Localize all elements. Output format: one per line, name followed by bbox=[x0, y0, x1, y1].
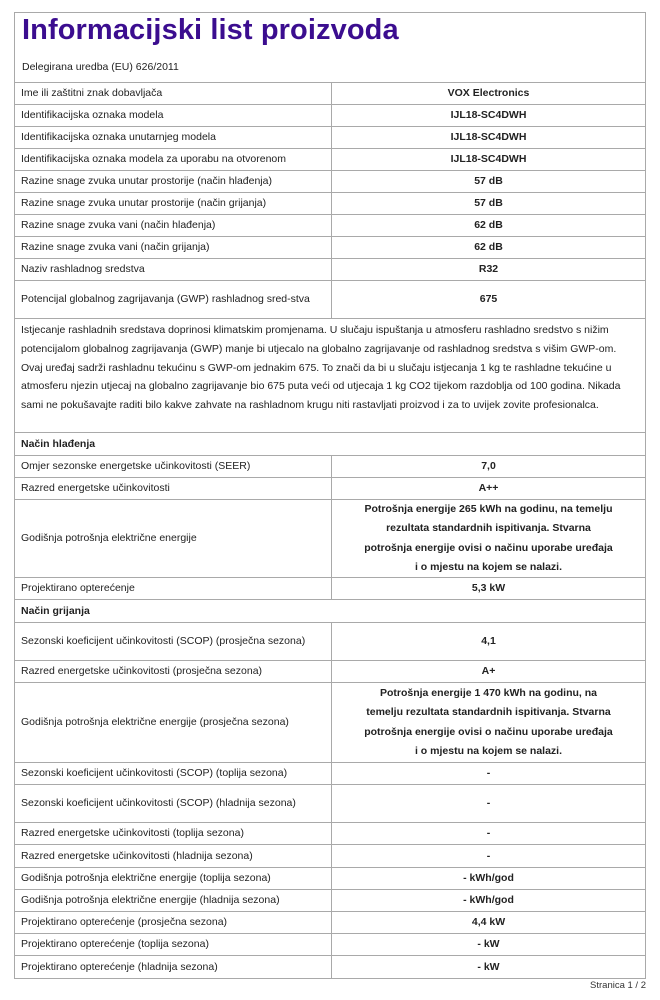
table-row-seer bbox=[15, 456, 645, 478]
row-label: Projektirano opterećenje (hladnija sezona) bbox=[15, 956, 332, 978]
row-label: Razine snage zvuka unutar prostorije (način grijanja) bbox=[15, 193, 332, 214]
table-row-outdoor-noise-cooling bbox=[15, 215, 645, 237]
table-row-scop-colder bbox=[15, 785, 645, 823]
row-label: Projektirano opterećenje (toplija sezona) bbox=[15, 934, 332, 955]
table-row-indoor-noise-cooling bbox=[15, 171, 645, 193]
row-label: Sezonski koeficijent učinkovitosti (SCOP) (hladnija sezona) bbox=[15, 785, 332, 822]
row-value: R32 bbox=[478, 263, 499, 275]
row-value: Potrošnja energije 1 470 kWh na godinu, na temelju rezultata standardnih ispitivanja. Stvarna potrošnja energije ovisi o načinu uporabe uređaja i o mjestu na kojem se nalazi. bbox=[364, 686, 613, 757]
section-heading: Način grijanja bbox=[21, 605, 90, 617]
row-value: Potrošnja energije 265 kWh na godinu, na temelju rezultata standardnih ispitivanja. Stvarna potrošnja energije ovisi o načinu uporabe uređaja i o mjestu na kojem se nalazi. bbox=[364, 502, 613, 573]
section-heading: Način hlađenja bbox=[21, 438, 96, 450]
product-information-sheet bbox=[14, 12, 646, 979]
row-value: - bbox=[486, 849, 491, 862]
table-row-energy-class-colder bbox=[15, 845, 645, 868]
row-value: 62 dB bbox=[474, 241, 503, 253]
row-label: Godišnja potrošnja električne energije bbox=[15, 500, 332, 577]
table-row-design-load-colder bbox=[15, 956, 645, 978]
row-value: 62 dB bbox=[474, 219, 503, 231]
row-label: Naziv rashladnog sredstva bbox=[15, 259, 332, 280]
table-row-cooling-annual-consumption bbox=[15, 500, 645, 578]
row-label: Godišnja potrošnja električne energije (hladnija sezona) bbox=[15, 890, 332, 911]
row-value: 675 bbox=[479, 293, 498, 305]
row-value: VOX Electronics bbox=[447, 87, 530, 99]
row-value: - kWh/god bbox=[463, 894, 514, 906]
table-row-energy-class-warmer bbox=[15, 823, 645, 845]
table-row-cooling-energy-class bbox=[15, 478, 645, 500]
table-row-annual-consumption-warmer bbox=[15, 868, 645, 890]
row-label: Razine snage zvuka vani (način grijanja) bbox=[15, 237, 332, 258]
row-value: 57 dB bbox=[474, 175, 503, 187]
row-value: 4,4 kW bbox=[471, 916, 506, 928]
table-row-scop-average bbox=[15, 623, 645, 661]
row-label: Projektirano opterećenje bbox=[15, 578, 332, 599]
row-label: Razred energetske učinkovitosti (prosječna sezona) bbox=[15, 661, 332, 682]
row-value: - kW bbox=[477, 938, 500, 950]
row-value: - kWh/god bbox=[463, 872, 514, 884]
page-title: Informacijski list proizvoda bbox=[22, 14, 399, 46]
row-label: Identifikacijska oznaka unutarnjeg modela bbox=[15, 127, 332, 148]
row-label: Ime ili zaštitni znak dobavljača bbox=[15, 83, 332, 104]
row-label: Projektirano opterećenje (prosječna sezona) bbox=[15, 912, 332, 933]
row-value: IJL18-SC4DWH bbox=[450, 153, 527, 165]
row-value: - kW bbox=[477, 960, 500, 973]
table-row-indoor-noise-heating bbox=[15, 193, 645, 215]
table-row-supplier bbox=[15, 83, 645, 105]
row-label: Identifikacijska oznaka modela bbox=[15, 105, 332, 126]
row-label: Razred energetske učinkovitosti (hladnija sezona) bbox=[15, 845, 332, 867]
table-row-gwp bbox=[15, 281, 645, 319]
row-value: IJL18-SC4DWH bbox=[450, 109, 527, 121]
refrigerant-notice: Istjecanje rashladnih sredstava doprinosi klimatskim promjenama. U slučaju ispuštanja u atmosferu rashladno sredstvo s nižim potencijalom globalnog zagrijavanja (GWP) manje bi utjecalo na globalno zagrijavanje od rashladnog sredstva s višim GWP-om. Ovaj uređaj sadrži rashladnu tekućinu s GWP-om jednakim 675. To znači da bi u slučaju istjecanja 1 kg te rashladne tekućine u atmosferu njezin utjecaj na globalno zagrijavanje bio 675 puta veći od utjecaja 1 kg CO2 tijekom razdoblja od 100 godina. Nikada sami ne pokušavajte raditi bilo kakve zahvate na rashladnom krugu niti rastavljati proizvod i za to uvijek zovite profesionalca. bbox=[21, 324, 621, 412]
section-header-cooling bbox=[15, 433, 645, 456]
table-row-cooling-design-load bbox=[15, 578, 645, 600]
row-label: Razine snage zvuka vani (način hlađenja) bbox=[15, 215, 332, 236]
section-header-heating bbox=[15, 600, 645, 623]
row-label: Godišnja potrošnja električne energije (toplija sezona) bbox=[15, 868, 332, 889]
table-row-outdoor-noise-heating bbox=[15, 237, 645, 259]
table-row-design-load-warmer bbox=[15, 934, 645, 956]
row-label: Razred energetske učinkovitosti (toplija sezona) bbox=[15, 823, 332, 844]
row-label: Sezonski koeficijent učinkovitosti (SCOP) (toplija sezona) bbox=[15, 763, 332, 784]
table-row-heating-energy-class-average bbox=[15, 661, 645, 683]
row-value: A+ bbox=[481, 665, 496, 677]
table-row-heating-annual-consumption-average bbox=[15, 683, 645, 763]
row-label: Identifikacijska oznaka modela za uporabu na otvorenom bbox=[15, 149, 332, 170]
row-value: - bbox=[486, 797, 491, 809]
table-row-outdoor-model bbox=[15, 149, 645, 171]
page-indicator: Stranica 1 / 2 bbox=[590, 980, 646, 991]
row-value: 57 dB bbox=[474, 197, 503, 209]
table-row-scop-warmer bbox=[15, 763, 645, 785]
row-label: Sezonski koeficijent učinkovitosti (SCOP) (prosječna sezona) bbox=[15, 623, 332, 660]
row-label: Razine snage zvuka unutar prostorije (način hlađenja) bbox=[15, 171, 332, 192]
sheet-header bbox=[15, 13, 645, 83]
row-value: - bbox=[486, 767, 491, 779]
table-row-model bbox=[15, 105, 645, 127]
row-label: Godišnja potrošnja električne energije (prosječna sezona) bbox=[15, 683, 332, 762]
row-label: Razred energetske učinkovitosti bbox=[15, 478, 332, 499]
row-label: Omjer sezonske energetske učinkovitosti (SEER) bbox=[15, 456, 332, 477]
row-value: 7,0 bbox=[481, 460, 496, 472]
row-value: - bbox=[486, 827, 491, 839]
row-value: IJL18-SC4DWH bbox=[450, 131, 527, 143]
row-label: Potencijal globalnog zagrijavanja (GWP) rashladnog sred-stva bbox=[15, 281, 332, 318]
row-value: 4,1 bbox=[481, 635, 496, 647]
table-row-indoor-model bbox=[15, 127, 645, 149]
refrigerant-notice-row bbox=[15, 319, 645, 433]
row-value: A++ bbox=[478, 482, 499, 494]
row-value: 5,3 kW bbox=[471, 582, 506, 594]
regulation-reference: Delegirana uredba (EU) 626/2011 bbox=[22, 61, 179, 73]
table-row-refrigerant bbox=[15, 259, 645, 281]
table-row-annual-consumption-colder bbox=[15, 890, 645, 912]
table-row-design-load-average bbox=[15, 912, 645, 934]
